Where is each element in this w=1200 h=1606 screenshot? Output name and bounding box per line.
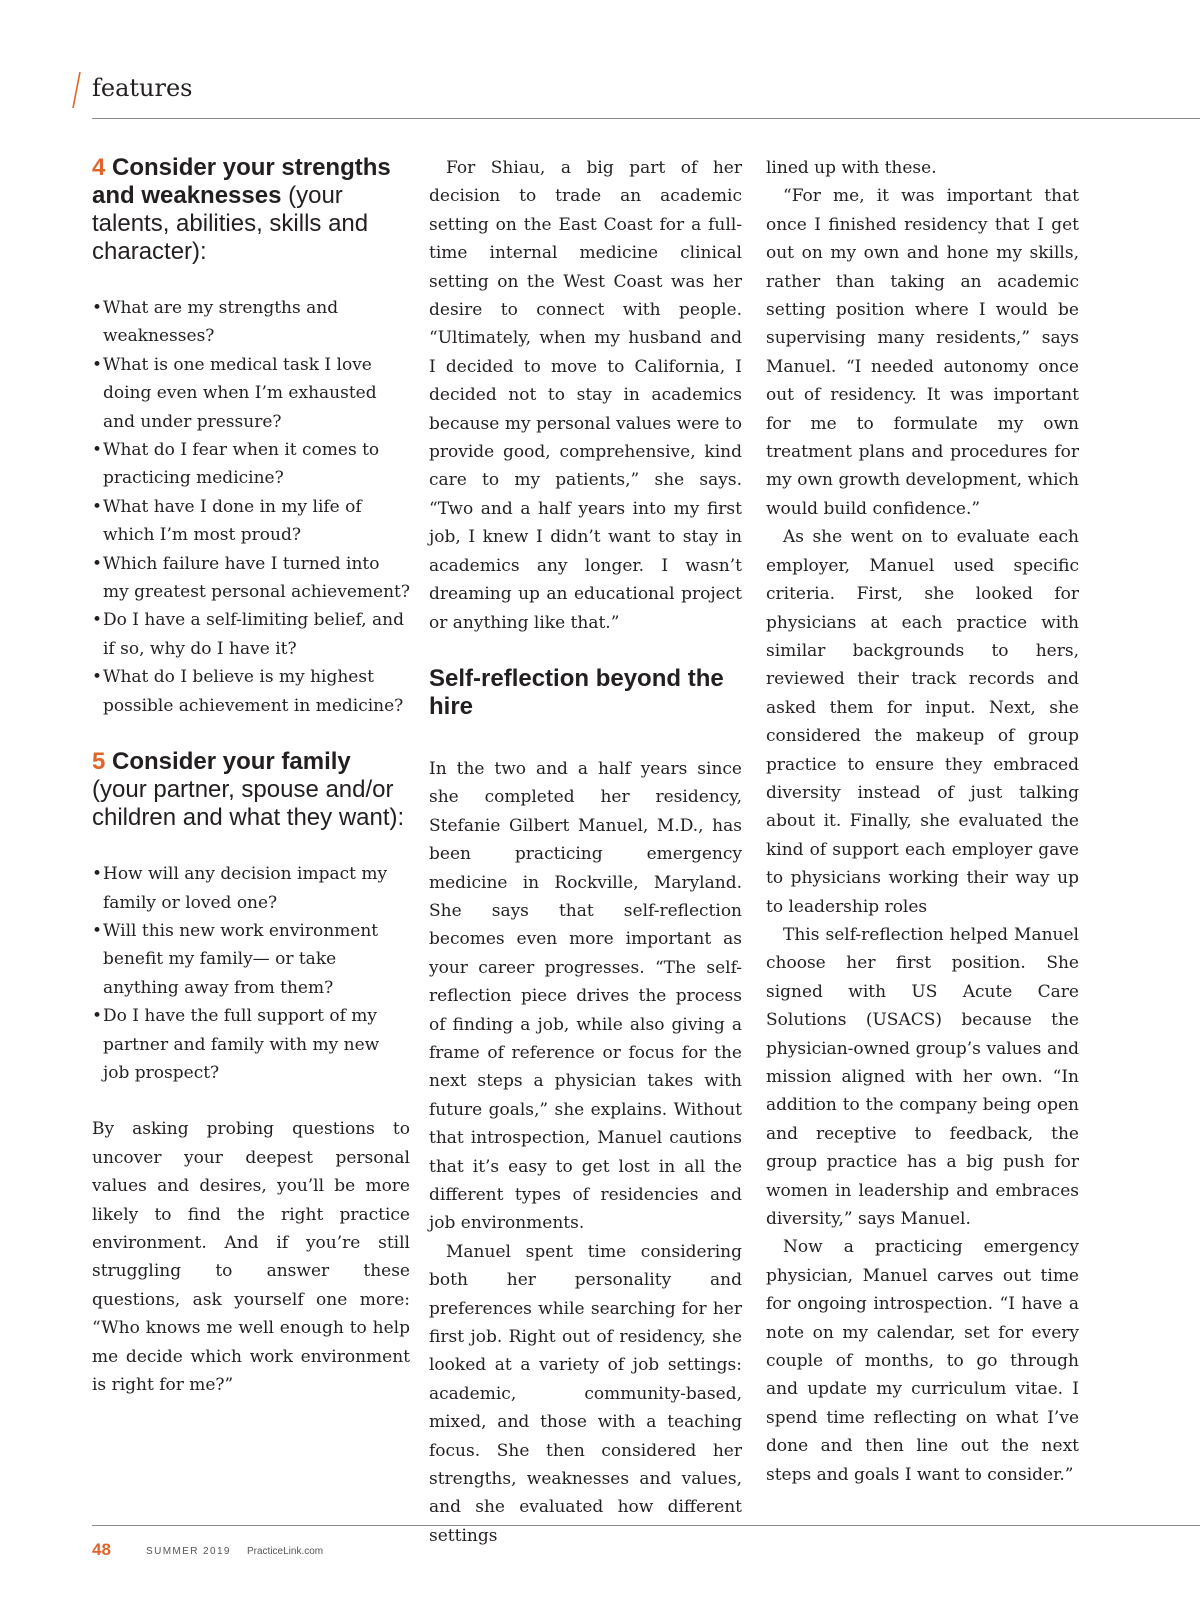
text-run: , has been practicing emergency medicine in Rockville, Maryland. She says that self-reflection becomes even more important as your career progresses. “The self-reflection piece drives the process of finding a job, while also giving a frame of reference or focus for the next steps a physician takes with future goals,” she explains. Without that introspection, Manuel cautions that it’s easy to get lost in all the different types of residencies and job environments.	[429, 815, 742, 1234]
question-list-family	[92, 860, 410, 1087]
list-item: • Will this new work environment benefit my family— or take anything away from them?	[92, 917, 410, 1002]
credential-text: M.D.	[656, 815, 699, 836]
body-paragraph: lined up with these.	[766, 158, 937, 178]
list-item: • What do I believe is my highest possible achievement in medicine?	[92, 663, 410, 720]
body-paragraph: Manuel spent time considering both her personality and preferences while searching for her first job. Right out of residency, she looked at a variety of job settings: academic, community-based, mixed, and those with a teaching focus. She then considered her strengths, weaknesses and values, and she evaluated how different settings	[429, 1241, 742, 1546]
list-item: • How will any decision impact my family or loved one?	[92, 860, 410, 917]
header-rule	[92, 118, 1200, 119]
body-paragraph: As she went on to evaluate each employer, Manuel used specific criteria. First, she looked for physicians at each practice with similar backgrounds to hers, reviewed their track records and asked them for input. Next, she considered the makeup of group practice to ensure they embraced diversity instead of just talking about it. Finally, she evaluated the kind of support each employer gave to physicians working their way up to leadership roles	[766, 527, 1079, 917]
text-run: ) because the physician-owned group’s values and mission aligned with her own. “In addition to the company being open and receptive to feedback, the group practice has a big push for women in leadership and embraces diversity,” says Manuel.	[766, 1010, 1079, 1230]
acronym-text: USACS	[872, 1010, 936, 1031]
subhead-5	[92, 748, 410, 832]
subhead-4	[92, 154, 410, 266]
list-item: • Do I have a self-limiting belief, and if so, why do I have it?	[92, 606, 410, 663]
column-2	[429, 154, 742, 1550]
body-paragraph: “For me, it was important that once I finished residency that I get out on my own and hone my skills, rather than taking an academic setting position where I would be supervising many residents,” says Manuel. “I needed autonomy once out of residency. It was important for me to formulate my own treatment plans and procedures for my own growth development, which would build confidence.”	[766, 186, 1079, 519]
footer-rule	[92, 1525, 1200, 1526]
subhead-number: 5	[92, 748, 106, 776]
section-subhead: Self-reflection beyond the hire	[429, 664, 724, 720]
subhead-bold: Consider your family	[112, 748, 351, 776]
list-item: • What are my strengths and weaknesses?	[92, 294, 410, 351]
body-paragraph: For Shiau, a big part of her decision to trade an academic setting on the East Coast for a full-time internal medicine clinical setting on the West Coast was her desire to connect with people. “Ultimately, when my husband and I decided to move to California, I decided not to stay in academics because my personal values were to provide good, comprehensive, kind care to my patients,” she says. “Two and a half years into my first job, I knew I didn’t want to stay in academics any longer. I wasn’t dreaming up an educational project or anything like that.”	[429, 158, 742, 633]
section-slash-mark	[72, 72, 81, 108]
site-link[interactable]: PracticeLink.com	[247, 1546, 324, 1557]
column-1	[92, 154, 410, 1399]
subhead-number: 4	[92, 154, 106, 181]
body-paragraph: Now a practicing emergency physician, Manuel carves out time for ongoing introspection. “I have a note on my calendar, set for every couple of months, to go through and update my curriculum vitae. I spend time reflecting on what I’ve done and then line out the next steps and goals I want to consider.”	[766, 1237, 1079, 1485]
question-list-strengths	[92, 294, 410, 720]
subhead-rest: (your talents, abilities, skills and character):	[92, 182, 369, 265]
text-run: This self-reflection helped Manuel choose her first position. She signed with	[766, 924, 1079, 1002]
column-3	[766, 154, 1079, 1489]
section-label: features	[92, 74, 193, 102]
body-paragraph	[429, 755, 742, 1238]
body-paragraph	[766, 921, 1079, 1233]
list-item: • What is one medical task I love doing even when I’m exhausted and under pressure?	[92, 351, 410, 436]
closing-paragraph: By asking probing questions to uncover your deepest personal values and desires, you’ll be more likely to find the right practice environment. And if you’re still struggling to answer these questions, ask yourself one more: “Who knows me well enough to help me decide which work environment is right for me?”	[92, 1119, 410, 1395]
list-item: • What have I done in my life of which I’m most proud?	[92, 493, 410, 550]
list-item: • Which failure have I turned into my greatest personal achievement?	[92, 550, 410, 607]
subhead-rest: (your partner, spouse and/or children and what they want):	[92, 776, 405, 832]
list-item: • What do I fear when it comes to practicing medicine?	[92, 436, 410, 493]
page-number: 48	[92, 1540, 111, 1559]
text-run: In the two and a half years since she completed her residency, Stefanie Gilbert Manuel,	[429, 758, 742, 836]
text-run: Acute Care Solutions (	[766, 981, 1079, 1031]
issue-date: SUMMER 2019	[146, 1546, 231, 1557]
list-item: • Do I have the full support of my partner and family with my new job prospect?	[92, 1002, 410, 1087]
subhead-bold: Consider your strengths and weaknesses	[92, 154, 391, 209]
acronym-text: US	[911, 981, 938, 1002]
